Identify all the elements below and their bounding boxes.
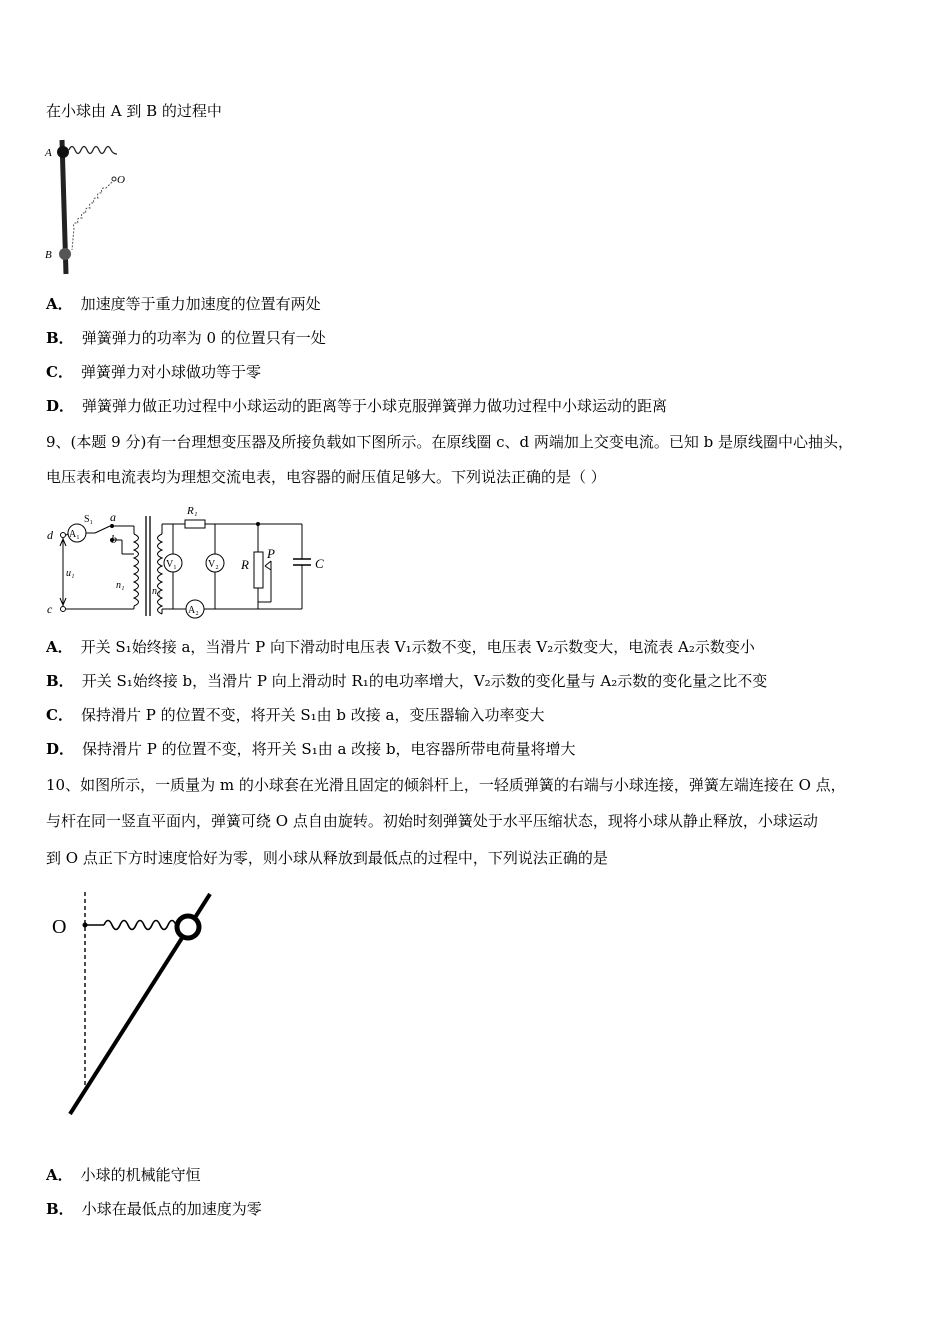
q9-label-p: P (267, 546, 275, 561)
q10-spring (104, 921, 184, 930)
q10-option-b: B． 小球在最低点的加速度为零 (46, 1200, 262, 1218)
q9-label-a: a (110, 510, 116, 524)
q9-label-v2: V₂ (208, 559, 219, 570)
q9-label-n2: n₂ (152, 586, 161, 597)
q9-rheostat-r (254, 552, 263, 588)
q9-stem-line2: 电压表和电流表均为理想交流电表，电容器的耐压值足够大。下列说法正确的是（ ） (46, 468, 606, 486)
q8-option-a: A． 加速度等于重力加速度的位置有两处 (46, 295, 321, 313)
q8-option-b: B． 弹簧弹力的功率为 0 的位置只有一处 (46, 329, 326, 347)
q8-option-c: C． 弹簧弹力对小球做功等于零 (46, 363, 261, 381)
q9-label-s1: S₁ (84, 514, 94, 525)
q8-label-a: A (45, 147, 52, 159)
q9-label-c-cap: C (315, 556, 324, 571)
q9-circuit (40, 502, 340, 624)
q9-label-a2: A₂ (188, 605, 199, 616)
q10-ball (177, 916, 199, 938)
q10-stem-line1: 10、如图所示，一质量为 m 的小球套在光滑且固定的倾斜杆上，一轻质弹簧的右端与小球连接，弹簧左端连接在 O 点， (46, 776, 846, 794)
q8-intro: 在小球由 A 到 B 的过程中 (46, 102, 222, 120)
q8-option-d: D． 弹簧弹力做正功过程中小球运动的距离等于小球克服弹簧弹力做功过程中小球运动的距离 (46, 397, 668, 415)
q9-label-d: d (47, 528, 53, 542)
q9-label-r: R (241, 557, 249, 572)
q9-option-b: B． 开关 S₁始终接 b，当滑片 P 向上滑动时 R₁的电功率增大，V₂示数的变化量与 A₂示数的变化量之比不变 (46, 672, 768, 690)
q10-option-a: A． 小球的机械能守恒 (46, 1166, 201, 1184)
q9-label-u1: u₁ (66, 568, 75, 579)
q8-spring-stretched (72, 182, 112, 250)
q9-label-c: c (47, 602, 53, 616)
q9-resistor-r1 (185, 520, 205, 528)
q9-option-a: A． 开关 S₁始终接 a，当滑片 P 向下滑动时电压表 V₁示数不变，电压表 V₂示数变大，电流表 A₂示数变小 (46, 638, 755, 656)
q8-ball-a (57, 146, 69, 158)
q9-label-v1: V₁ (166, 559, 177, 570)
q9-label-a1: A₁ (69, 529, 80, 540)
q9-primary-coil (134, 534, 139, 606)
q8-point-o (112, 177, 116, 181)
q8-ball-b (59, 248, 71, 260)
q10-stem-line2: 与杆在同一竖直平面内，弹簧可绕 O 点自由旋转。初始时刻弹簧处于水平压缩状态，现将小球从静止释放，小球运动 (46, 812, 818, 830)
q10-stem-line3: 到 O 点正下方时速度恰好为零，则小球从释放到最低点的过程中，下列说法正确的是 (46, 849, 608, 867)
q9-option-d: D． 保持滑片 P 的位置不变，将开关 S₁由 a 改接 b，电容器所带电荷量将增大 (46, 740, 576, 758)
q9-terminal-c (61, 607, 66, 612)
q9-stem-line1: 9、(本题 9 分)有一台理想变压器及所接负载如下图所示。在原线圈 c、d 两端加上交变电流。已知 b 是原线圈中心抽头， (46, 433, 854, 451)
q8-label-b: B (45, 249, 52, 261)
q9-label-b: b (111, 532, 117, 546)
q9-label-n1: n₁ (116, 580, 125, 591)
q8-figure (40, 138, 140, 278)
q8-spring-compressed (69, 147, 117, 155)
q9-secondary-coil (158, 534, 163, 614)
q10-figure (40, 882, 230, 1122)
q10-label-o: O (52, 916, 67, 938)
q9-label-r1: R₁ (187, 505, 198, 517)
q9-terminal-d (61, 533, 66, 538)
q9-option-c: C． 保持滑片 P 的位置不变，将开关 S₁由 b 改接 a，变压器输入功率变大 (46, 706, 545, 724)
q8-label-o: O (117, 174, 125, 186)
q9-slider-p (265, 561, 271, 566)
